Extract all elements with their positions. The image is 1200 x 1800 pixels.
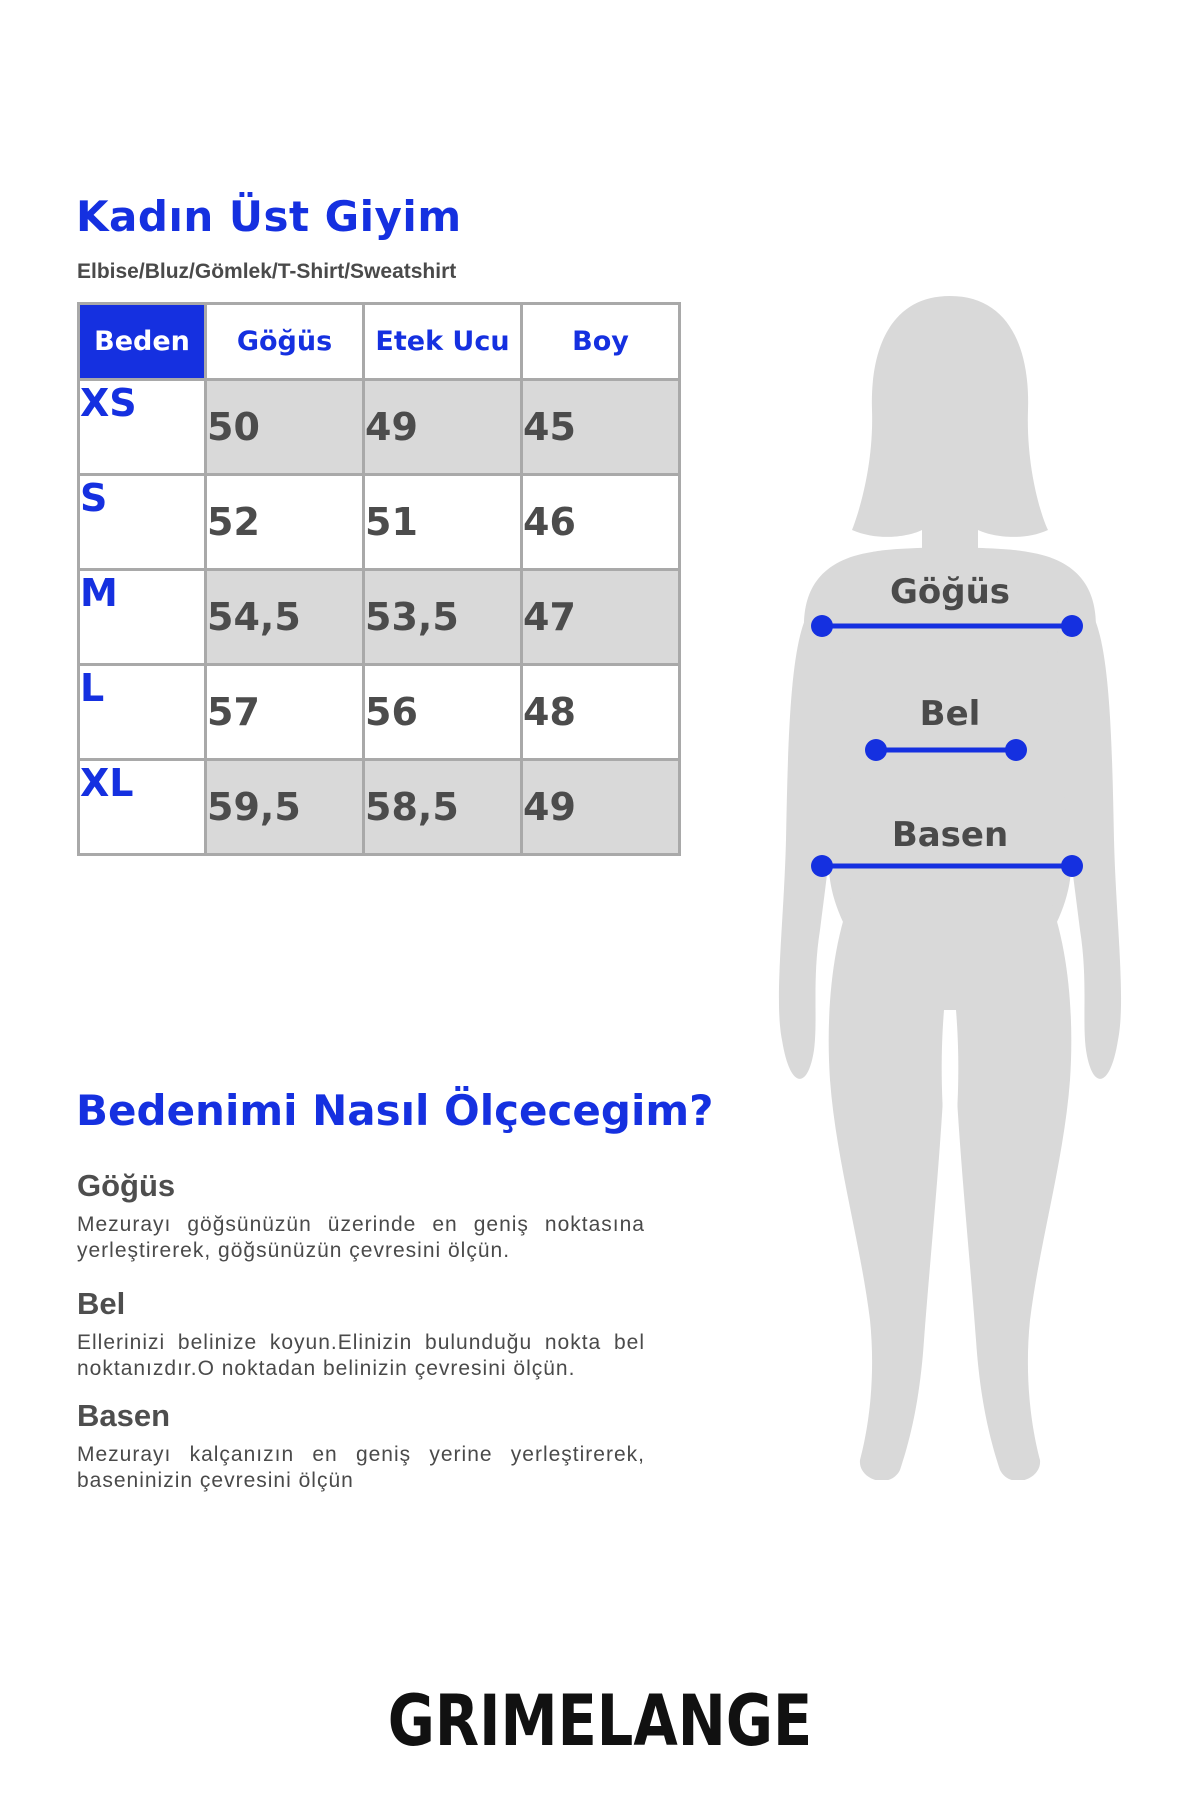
guide-section-text-bel: Ellerinizi belinize koyun.Elinizin bulunduğu nokta bel noktanızdır.O noktadan belinizin çevresini ölçün. (77, 1331, 645, 1380)
size-cell: M (79, 570, 206, 665)
column-header-gogus: Göğüs (206, 304, 364, 380)
column-header-boy: Boy (522, 304, 680, 380)
hip-label: Basen (891, 815, 1009, 855)
boy-cell: 49 (522, 760, 680, 855)
table-row (79, 380, 680, 475)
boy-cell: 46 (522, 475, 680, 570)
size-cell: L (79, 665, 206, 760)
column-header-etek-ucu: Etek Ucu (364, 304, 522, 380)
guide-section-title-gogus: Göğüs (77, 1168, 176, 1203)
gogus-cell: 59,5 (206, 760, 364, 855)
page-title: Kadın Üst Giyim (76, 192, 462, 241)
gogus-cell: 52 (206, 475, 364, 570)
table-row (79, 760, 680, 855)
chest-measure-dot-right (1061, 615, 1083, 637)
chest-label: Göğüs (889, 572, 1011, 612)
boy-cell: 48 (522, 665, 680, 760)
guide-section-title-bel: Bel (77, 1286, 126, 1321)
column-header-beden: Beden (79, 304, 206, 380)
page-subtitle: Elbise/Bluz/Gömlek/T-Shirt/Sweatshirt (77, 260, 457, 283)
table-row (79, 475, 680, 570)
table-row (79, 570, 680, 665)
table-header-row (79, 304, 680, 380)
etek-ucu-cell: 56 (364, 665, 522, 760)
table-row (79, 665, 680, 760)
etek-ucu-cell: 51 (364, 475, 522, 570)
boy-cell: 47 (522, 570, 680, 665)
size-cell: XL (79, 760, 206, 855)
waist-measure-dot-left (865, 739, 887, 761)
silhouette-shape (779, 296, 1121, 1480)
size-cell: XS (79, 380, 206, 475)
leg-gap (942, 1010, 959, 1130)
gogus-cell: 57 (206, 665, 364, 760)
hip-measure-dot-left (811, 855, 833, 877)
gogus-cell: 50 (206, 380, 364, 475)
size-table (77, 302, 681, 856)
guide-section-text-basen: Mezurayı kalçanızın en geniş yerine yerleştirerek, baseninizin çevresini ölçün (77, 1443, 645, 1492)
size-cell: S (79, 475, 206, 570)
gogus-cell: 54,5 (206, 570, 364, 665)
guide-title: Bedenimi Nasıl Ölçecegim? (76, 1086, 714, 1135)
etek-ucu-cell: 53,5 (364, 570, 522, 665)
brand-logo: GRIMELANGE (387, 1680, 813, 1762)
etek-ucu-cell: 58,5 (364, 760, 522, 855)
body-silhouette (760, 280, 1140, 1480)
etek-ucu-cell: 49 (364, 380, 522, 475)
chest-measure-dot-left (811, 615, 833, 637)
guide-section-text-gogus: Mezurayı göğsünüzün üzerinde en geniş noktasına yerleştirerek, göğsünüzün çevresini ölçün. (77, 1213, 645, 1262)
waist-label: Bel (919, 694, 981, 734)
waist-measure-dot-right (1005, 739, 1027, 761)
boy-cell: 45 (522, 380, 680, 475)
hip-measure-dot-right (1061, 855, 1083, 877)
guide-section-title-basen: Basen (77, 1398, 171, 1433)
